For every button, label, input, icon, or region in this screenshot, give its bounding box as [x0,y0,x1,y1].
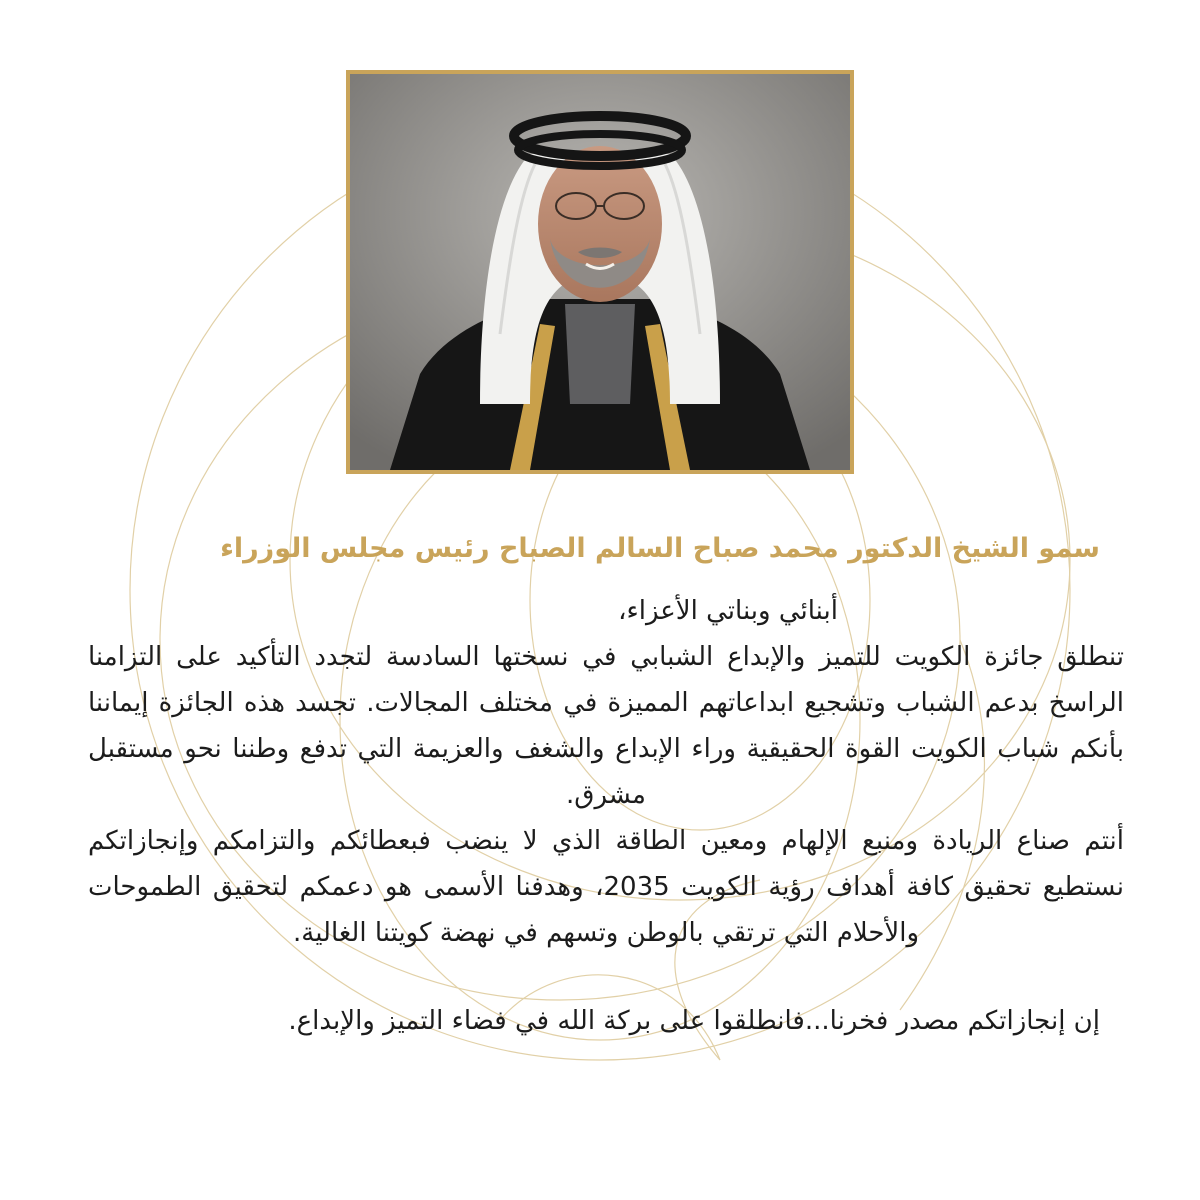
message-paragraph-2: أنتم صناع الريادة ومنبع الإلهام ومعين الطاقة الذي لا ينضب فبعطائكم والتزامكم وإنجازاتكم نستطيع تحقيق كافة أهداف رؤية الكويت 2035، وهدفنا الأسمى هو دعمكم لتحقيق الطموحات والأحلام التي ترتقي بالوطن وتسهم في نهضة كويتنا الغالية. [88,826,1124,948]
message-paragraph-1: تنطلق جائزة الكويت للتميز والإبداع الشبابي في نسختها السادسة لتجدد التأكيد على التزامنا الراسخ بدعم الشباب وتشجيع ابداعاتهم المميزة في مختلف المجالات. تجسد هذه الجائزة إيماننا بأنكم شباب الكويت القوة الحقيقية وراء الإبداع والشغف والعزيمة التي تدفع وطننا نحو مستقبل مشرق. [88,642,1124,810]
closing-line: إن إنجازاتكم مصدر فخرنا...فانطلقوا على بركة الله في فضاء التميز والإبداع. [288,1006,1100,1036]
portrait-illustration [350,74,850,470]
page-title: سمو الشيخ الدكتور محمد صباح السالم الصباح رئيس مجلس الوزراء [220,533,1100,564]
portrait-photo [346,70,854,474]
message-body [88,588,1124,1044]
salutation: أبنائي وبناتي الأعزاء، [618,596,838,626]
